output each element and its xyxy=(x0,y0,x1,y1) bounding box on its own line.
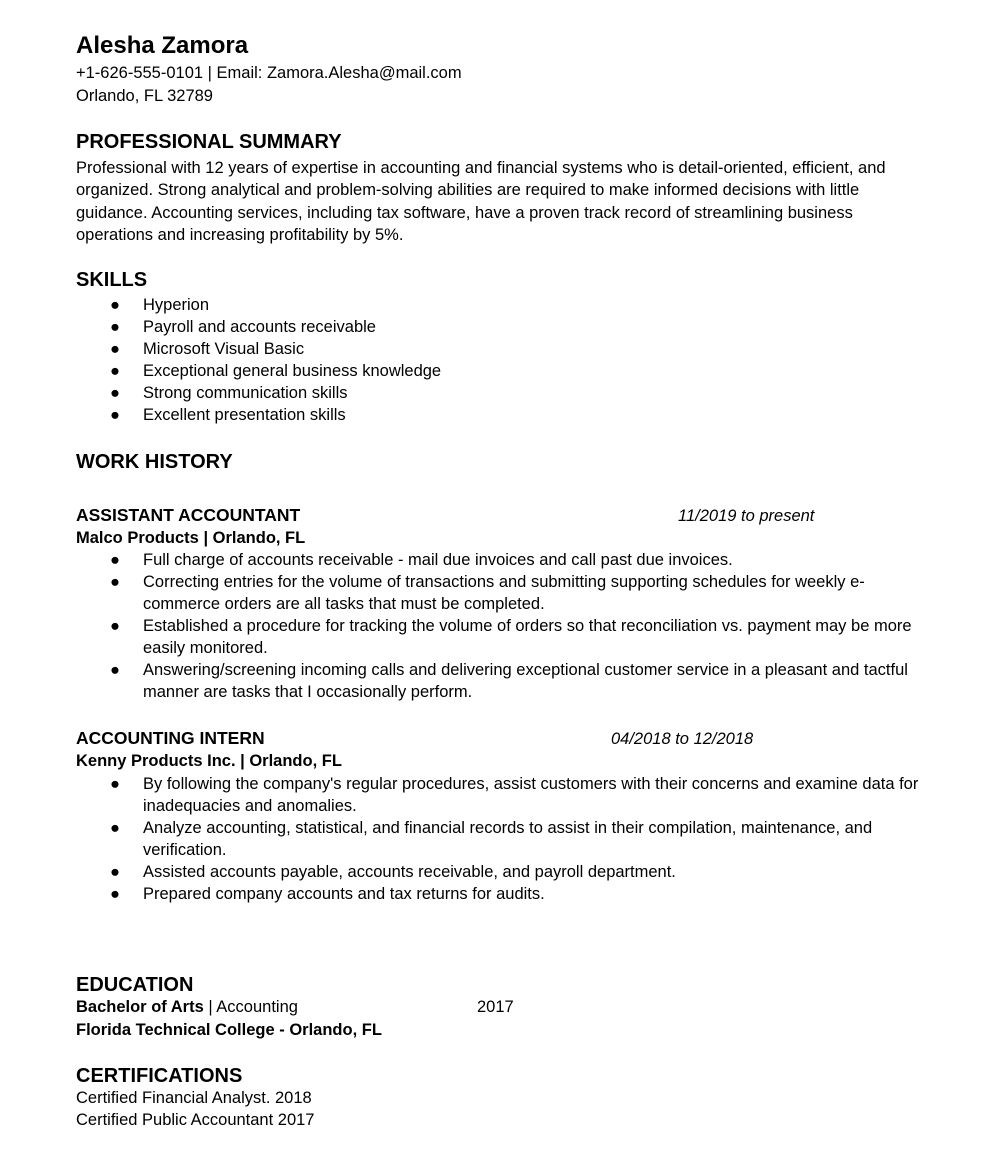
job-bullets xyxy=(76,549,931,703)
list-item xyxy=(76,404,926,426)
list-item xyxy=(76,338,926,360)
bullet-icon: ● xyxy=(110,617,120,635)
list-item xyxy=(76,382,926,404)
education-heading: EDUCATION xyxy=(76,974,194,996)
bullet-text: Correcting entries for the volume of transactions and submitting supporting schedules for weekly e-commerce orders are all tasks that must be completed. xyxy=(143,573,865,613)
contact-line: +1-626-555-0101 | Email: Zamora.Alesha@mail.com xyxy=(76,64,462,82)
list-item xyxy=(76,659,931,703)
bullet-text: Prepared company accounts and tax returns for audits. xyxy=(143,885,545,903)
list-item xyxy=(76,294,926,316)
skill-text: Payroll and accounts receivable xyxy=(143,318,376,336)
list-item xyxy=(76,817,941,861)
bullet-icon: ● xyxy=(110,573,120,591)
list-item xyxy=(76,360,926,382)
job-dates: 04/2018 to 12/2018 xyxy=(611,730,754,748)
bullet-icon: ● xyxy=(110,362,120,380)
bullet-icon: ● xyxy=(110,819,120,837)
company-line: Kenny Products Inc. | Orlando, FL xyxy=(76,752,342,770)
skill-text: Microsoft Visual Basic xyxy=(143,340,305,358)
bullet-text: Answering/screening incoming calls and delivering exceptional customer service in a pleasant and tactful manner are tasks that I occasionally perform. xyxy=(143,661,908,701)
bullet-icon: ● xyxy=(110,551,120,569)
job-title: ACCOUNTING INTERN xyxy=(76,728,265,748)
bullet-text: Established a procedure for tracking the volume of orders so that reconciliation vs. payment may be more easily monitored. xyxy=(143,617,912,657)
bullet-icon: ● xyxy=(110,406,120,424)
skills-list xyxy=(76,294,926,426)
summary-text: Professional with 12 years of expertise in accounting and financial systems who is detail-oriented, efficient, and organized. Strong analytical and problem-solving abilities are required to make informed decisions with little guidance. Accounting services, including tax software, have a proven track record of streamlining business operations and increasing profitability by 5%. xyxy=(76,159,886,244)
work-history-heading: WORK HISTORY xyxy=(76,451,233,473)
skill-text: Excellent presentation skills xyxy=(143,406,346,424)
bullet-icon: ● xyxy=(110,885,120,903)
list-item xyxy=(76,773,941,817)
list-item xyxy=(76,861,941,883)
bullet-icon: ● xyxy=(110,296,120,314)
bullet-icon: ● xyxy=(110,863,120,881)
certification-item: Certified Public Accountant 2017 xyxy=(76,1111,315,1129)
bullet-icon: ● xyxy=(110,384,120,402)
list-item xyxy=(76,316,926,338)
skill-text: Strong communication skills xyxy=(143,384,348,402)
skill-text: Hyperion xyxy=(143,296,210,314)
list-item xyxy=(76,549,931,571)
bullet-icon: ● xyxy=(110,340,120,358)
certification-item: Certified Financial Analyst. 2018 xyxy=(76,1089,312,1107)
summary-heading: PROFESSIONAL SUMMARY xyxy=(76,131,342,153)
bullet-icon: ● xyxy=(110,661,120,679)
degree-separator: | xyxy=(203,998,217,1016)
certifications-heading: CERTIFICATIONS xyxy=(76,1065,243,1087)
degree-field: Accounting xyxy=(216,998,298,1016)
bullet-text: Analyze accounting, statistical, and financial records to assist in their compilation, maintenance, and verification. xyxy=(143,819,873,859)
job-dates: 11/2019 to present xyxy=(678,507,815,525)
bullet-text: Full charge of accounts receivable - mail due invoices and call past due invoices. xyxy=(143,551,733,569)
bullet-text: Assisted accounts payable, accounts receivable, and payroll department. xyxy=(143,863,676,881)
bullet-icon: ● xyxy=(110,775,120,793)
bullet-text: By following the company's regular procedures, assist customers with their concerns and examine data for inadequacies and anomalies. xyxy=(143,775,919,815)
graduation-year: 2017 xyxy=(477,998,514,1016)
address-line: Orlando, FL 32789 xyxy=(76,87,213,105)
candidate-name: Alesha Zamora xyxy=(76,32,249,59)
skills-heading: SKILLS xyxy=(76,269,148,291)
school-name: Florida Technical College - Orlando, FL xyxy=(76,1021,382,1039)
degree-line xyxy=(76,996,298,1018)
company-line: Malco Products | Orlando, FL xyxy=(76,529,306,547)
job-bullets xyxy=(76,773,941,905)
list-item xyxy=(76,615,931,659)
list-item xyxy=(76,571,931,615)
list-item xyxy=(76,883,941,905)
degree-name: Bachelor of Arts xyxy=(76,998,204,1016)
job-title: ASSISTANT ACCOUNTANT xyxy=(76,505,301,525)
bullet-icon: ● xyxy=(110,318,120,336)
skill-text: Exceptional general business knowledge xyxy=(143,362,442,380)
